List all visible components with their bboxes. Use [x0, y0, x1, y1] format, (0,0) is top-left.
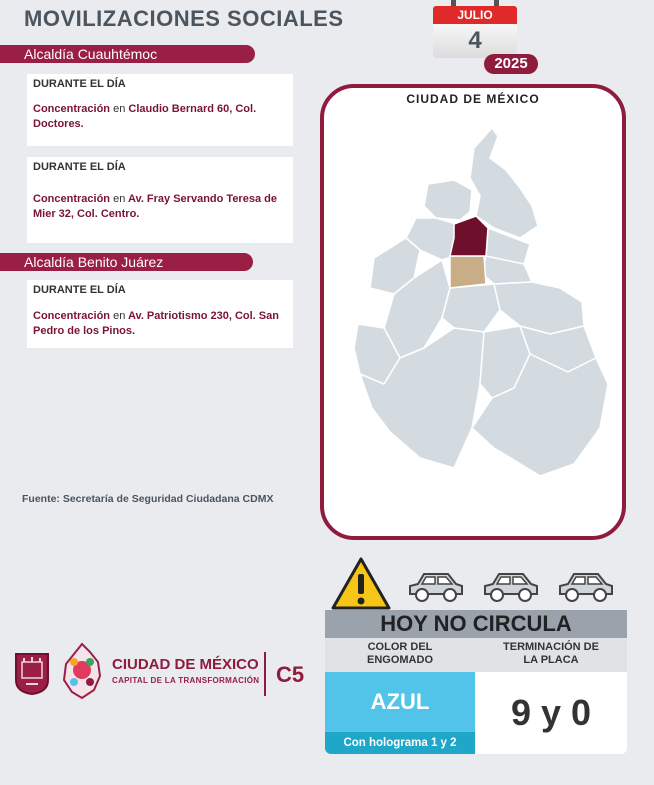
map-region-cuauhtemoc — [450, 216, 488, 256]
plate-ending-header: TERMINACIÓN DE LA PLACA — [475, 638, 627, 672]
alcaldia-banner-benito-juarez: Alcaldía Benito Juárez — [0, 253, 253, 271]
footer-brand: CIUDAD DE MÉXICO — [112, 656, 259, 673]
sticker-color-value: AZUL — [325, 672, 475, 732]
event-connector: en — [113, 193, 126, 205]
car-icon — [481, 570, 541, 604]
footer-divider — [264, 652, 266, 696]
calendar-day: 4 — [433, 24, 517, 58]
event-connector: en — [113, 103, 126, 115]
event-time: DURANTE EL DÍA — [33, 284, 126, 296]
event-kind: Concentración — [33, 193, 111, 205]
event-time: DURANTE EL DÍA — [33, 161, 126, 173]
event-place: Claudio Bernard 60, Col. Doctores. — [33, 103, 257, 130]
calendar-icon — [433, 0, 517, 58]
event-time: DURANTE EL DÍA — [33, 78, 126, 90]
cdmx-coat-of-arms-icon — [12, 650, 52, 696]
hoy-no-circula-title: HOY NO CIRCULA — [325, 610, 627, 638]
source-note: Fuente: Secretaría de Seguridad Ciudadana CDMX — [22, 493, 274, 505]
map-region-benito-juarez — [450, 256, 486, 288]
hologram-note: Con holograma 1 y 2 — [325, 732, 475, 754]
footer-tagline: CAPITAL DE LA TRANSFORMACIÓN — [112, 676, 260, 685]
footer-logos — [12, 640, 312, 700]
event-card — [27, 74, 293, 146]
event-kind: Concentración — [33, 310, 111, 322]
event-place: Av. Fray Servando Teresa de Mier 32, Col. Centro. — [33, 193, 277, 220]
sticker-color-header: COLOR DEL ENGOMADO — [325, 638, 475, 672]
calendar-year: 2025 — [484, 54, 538, 74]
map-region-azcapotzalco — [424, 180, 472, 220]
event-description — [33, 309, 287, 339]
event-card — [27, 280, 293, 348]
event-description — [33, 102, 287, 132]
cdmx-map — [324, 88, 622, 536]
cdmx-heart-logo-icon — [60, 640, 104, 702]
map-region-coyoacan — [442, 284, 500, 332]
footer-agency: C5 — [276, 662, 305, 687]
plate-ending-value: 9 y 0 — [475, 672, 627, 754]
map-frame — [320, 84, 626, 540]
event-place: Av. Patriotismo 230, Col. San Pedro de los Pinos. — [33, 310, 279, 337]
map-region-iztapalapa — [494, 282, 584, 334]
page-title: MOVILIZACIONES SOCIALES — [24, 6, 344, 31]
hoy-no-circula-panel — [325, 610, 627, 754]
car-icon — [556, 570, 616, 604]
map-title: CIUDAD DE MÉXICO — [406, 92, 540, 106]
event-kind: Concentración — [33, 103, 111, 115]
event-card — [27, 157, 293, 243]
car-icon — [406, 570, 466, 604]
warning-icon — [330, 556, 392, 612]
event-connector: en — [113, 310, 126, 322]
event-description — [33, 192, 287, 222]
alcaldia-banner-cuauhtemoc: Alcaldía Cuauhtémoc — [0, 45, 255, 63]
calendar-month: JULIO — [433, 6, 517, 24]
